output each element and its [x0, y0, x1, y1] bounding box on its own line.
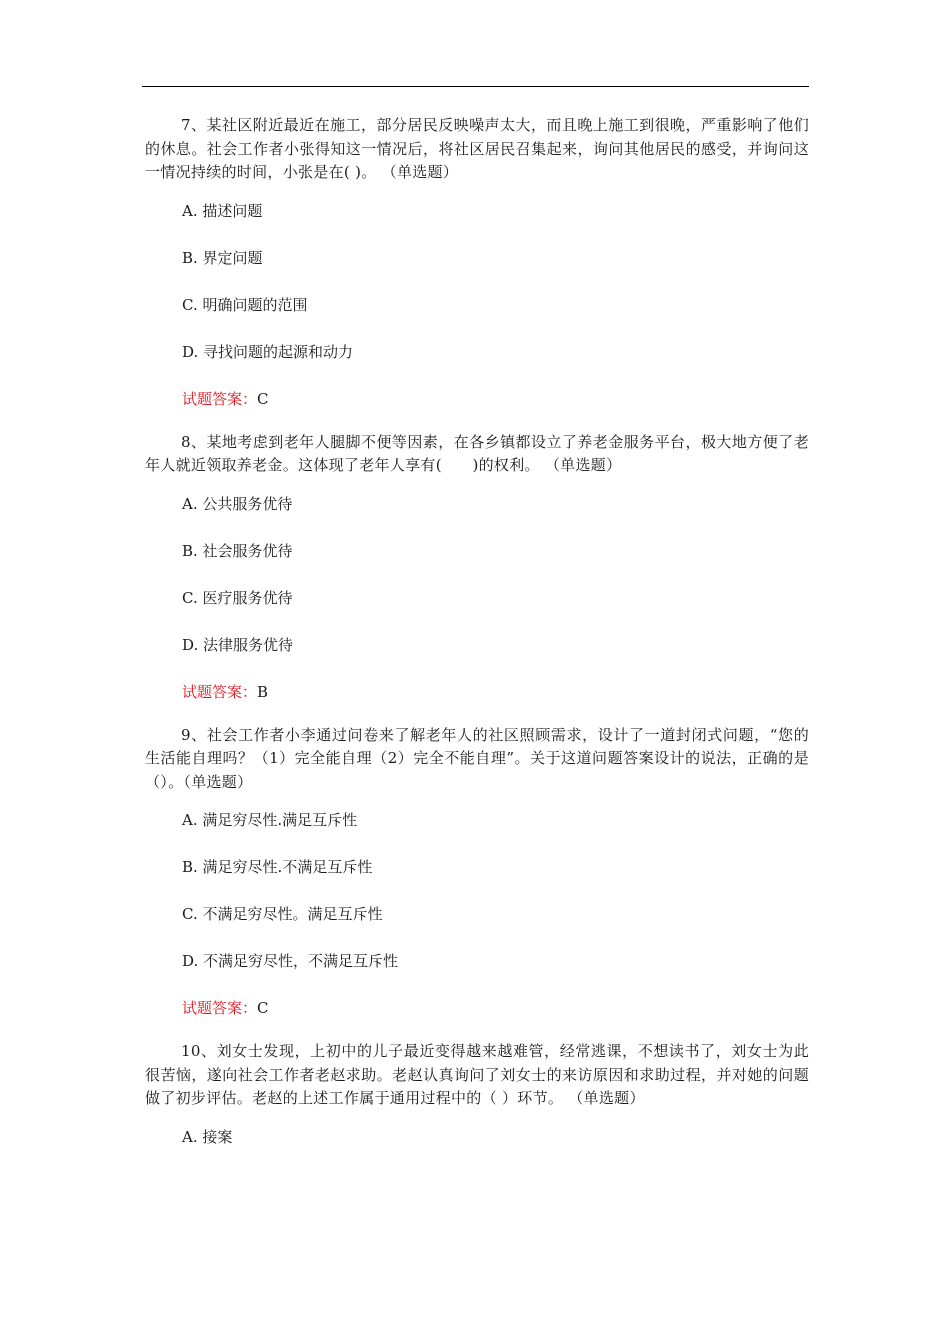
- answer-value: C: [257, 999, 269, 1017]
- option-c: C. 明确问题的范围: [182, 295, 308, 314]
- answer-value: C: [257, 389, 269, 408]
- option-a: A. 描述问题: [182, 201, 263, 220]
- question-stem: 9、社会工作者小李通过问卷来了解老年人的社区照顾需求，设计了一道封闭式问题，“您的生活能自理吗？（1）完全能自理（2）完全不能自理”。关于这道问题答案设计的说法，正确的是（）。（单选题）: [145, 725, 809, 791]
- question-stem: 7、某社区附近最近在施工，部分居民反映噪声太大，而且晚上施工到很晚，严重影响了他们的休息。社会工作者小张得知这一情况后，将社区居民召集起来，询问其他居民的感受，并询问这一情况持续的时间，小张是在( )。 （单选题）: [145, 116, 809, 181]
- option-a: A. 公共服务优待: [182, 494, 293, 513]
- answer-label: 试题答案：: [182, 389, 258, 408]
- option-b: B. 满足穷尽性.不满足互斥性: [182, 858, 373, 876]
- header-rule: [142, 86, 809, 87]
- answer-label: 试题答案：: [182, 999, 258, 1017]
- answer-line: [182, 997, 809, 1020]
- question-list: [145, 114, 809, 1173]
- option-a: A. 接案: [182, 1127, 233, 1146]
- option-d: D. 法律服务优待: [182, 635, 294, 654]
- option-c: C. 医疗服务优待: [182, 588, 293, 607]
- answer-value: B: [257, 682, 269, 701]
- option-d: D. 不满足穷尽性，不满足互斥性: [182, 952, 399, 970]
- answer-line: [182, 388, 809, 411]
- question-7: [145, 114, 809, 411]
- option-c: C. 不满足穷尽性。满足互斥性: [182, 905, 383, 923]
- answer-label: 试题答案：: [182, 682, 258, 701]
- question-stem: 8、某地考虑到老年人腿脚不便等因素，在各乡镇都设立了养老金服务平台，极大地方便了老年人就近领取养老金。这体现了老年人享有( )的权利。 （单选题）: [145, 432, 809, 474]
- question-stem: 10、刘女士发现，上初中的儿子最近变得越来越难管，经常逃课，不想读书了，刘女士为此很苦恼，遂向社会工作者老赵求助。老赵认真询问了刘女士的来访原因和求助过程，并对她的问题做了初步评估。老赵的上述工作属于通用过程中的（ ）环节。 （单选题）: [145, 1042, 809, 1107]
- option-b: B. 社会服务优待: [182, 541, 293, 560]
- question-10: [145, 1040, 809, 1149]
- option-b: B. 界定问题: [182, 248, 263, 267]
- option-a: A. 满足穷尽性.满足互斥性: [182, 811, 358, 829]
- answer-line: [182, 681, 809, 704]
- question-9: [145, 724, 809, 1021]
- option-d: D. 寻找问题的起源和动力: [182, 342, 354, 361]
- question-8: [145, 431, 809, 704]
